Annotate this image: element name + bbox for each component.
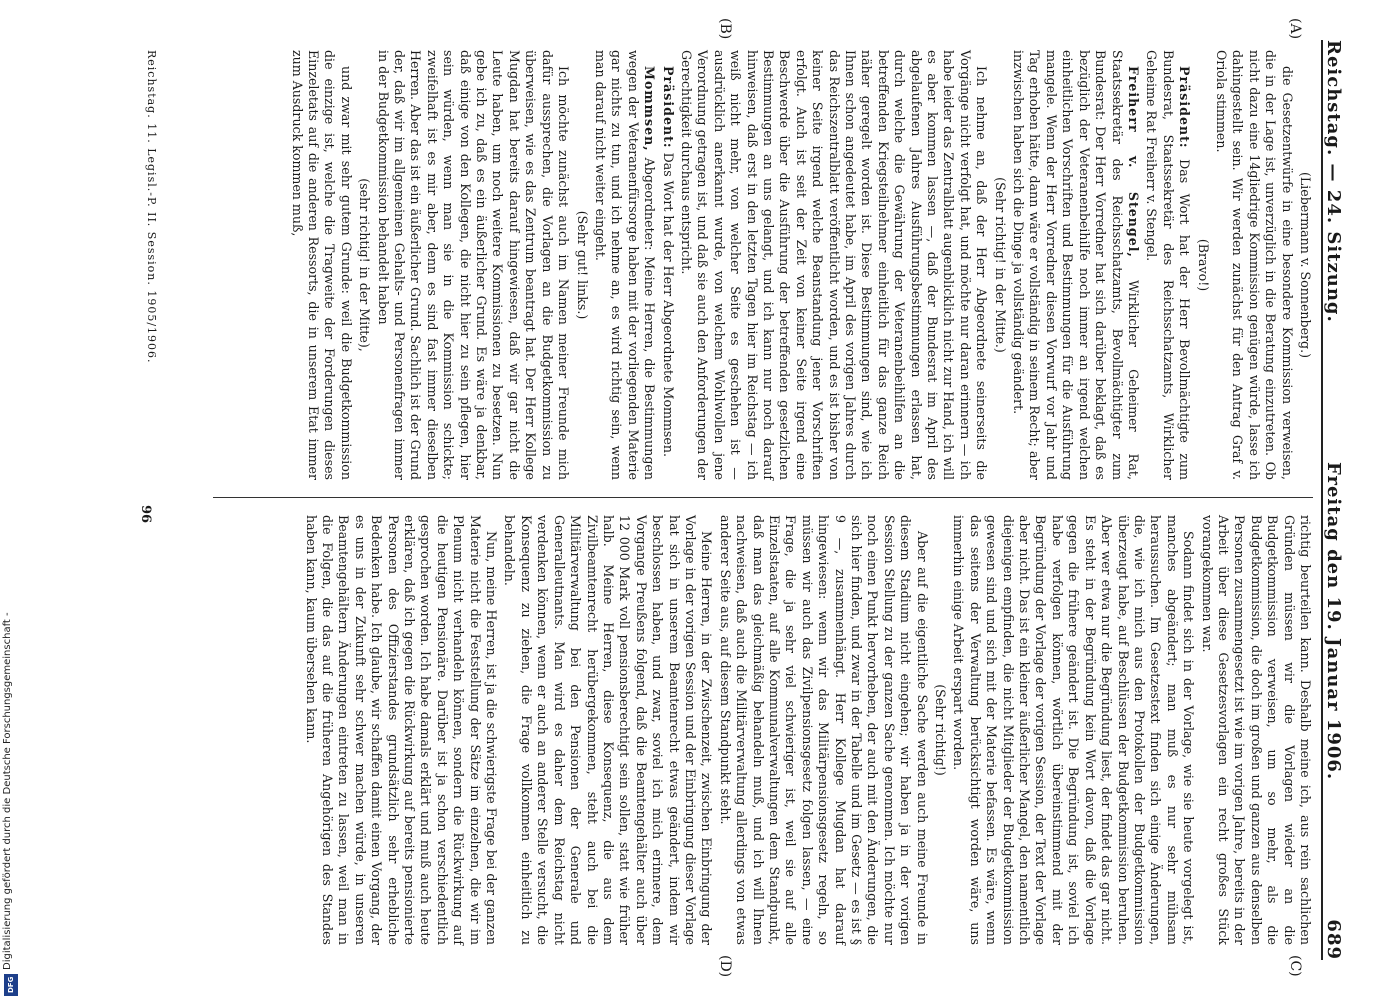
digitization-credit-text: Digitalisierung gefördert durch die Deutsche Forschungsgemeinschaft -	[2, 612, 13, 970]
speaker-name: Präsident:	[660, 66, 676, 149]
session-footer: Reichstag. 11. Legisl.-P. II. Session. 1905/1906.	[145, 50, 158, 364]
sheet-number: 96	[138, 505, 153, 524]
speaker-name: Mommsen,	[642, 66, 658, 152]
paragraph: Aber auf die eigentliche Sache werden auch meine Freunde in diesem Stadium nicht eingehen; wir haben ja in der vorigen Session Stellung zu der ganzen Sache genommen. Ich möchte nur noch einen Punkt hervorheben, der auch mit den Änderungen, die sich hier finden, und zwar in der Tabelle und im Gesetz — es ist § 9 —, zusammenhängt. Herr Kollege Mugdan hat darauf hingewiesen: wenn wir das Militärpensionsgesetz regeln, so müssen wir auch das Zivilpensionsgesetz folgen lassen, — eine Frage, die ja sehr viel schwieriger ist, weil sie auf alle Einzelstaaten, auf alle Kommunalverwaltungen dem Standpunkt, daß man das gleichmäßig behandeln muß, und ich will Ihnen nachweisen, daß auch die Militärverwaltung allerdings von etwas anderer Seite aus, auf diesem Standpunkt steht.	[717, 515, 930, 945]
paragraph	[659, 50, 675, 480]
paragraph	[1010, 50, 1141, 480]
speaker-name: Präsident:	[1177, 66, 1193, 149]
margin-letter-c: (C)	[1287, 955, 1303, 977]
paragraph: Ich nehme an, daß der Herr Abgeordnete seinerseits die Vorgänge nicht verfolgt hat, und möchte nur daran erinnern — ich habe leider das Zentralblatt augenblicklich nicht zur Hand, ich will es aber kommen lassen —, daß der Bundesrat im April des abgelaufenen Jahres Ausführungsbestimmungen erlassen hat, durch welche die Gewährung der Veteranenbeihilfen an die betreffenden Kriegsteilnehmer einheitlich für das ganze Reich näher geregelt worden ist. Diese Bestimmungen sind, wie ich Ihnen schon angedeutet habe, im April des vorigen Jahres durch das Reichszentralblatt veröffentlicht worden, und es ist bisher von keiner Seite irgend welche Beanstandung jener Vorschriften erfolgt. Auch ist seit der Zeit von keiner Seite irgend eine Beschwerde über die Ausführung der betreffenden gesetzlichen Bestimmungen an uns gelangt, und ich kann nur noch darauf hinweisen, daß erst in den letzten Tagen hier im Reichstag — ich weiß nicht mehr, von welcher Seite es geschehen ist — ausdrücklich anerkannt wurde, von welchem Wohlwollen jene Verordnung getragen ist, und daß sie auch den Anforderungen der Gerechtigkeit durchaus entspricht.	[678, 50, 990, 481]
paragraph-text: Abgeordneter: Meine Herren, die Bestimmungen wegen der Veteranenfürsorge haben mit der vorliegenden Materie gar nichts zu tun, und ich nehme an, es wird richtig sein, wenn man darauf nicht weiter eingeht.	[592, 50, 658, 480]
paragraph: und zwar mit sehr gutem Grunde: weil die Budgetkommission die einzige ist, welche die Tragweite der Forderungen dieses Einzeletats auf die anderen Ressorts, die in unserem Etat immer zum Ausdruck kommen muß,	[289, 50, 354, 480]
header-date: Freitag den 19. Januar 1906.	[1323, 462, 1344, 781]
paragraph: Meine Herren, in der Zwischenzeit, zwischen Einbringung der Vorlage in der vorigen Session und der Einbringung dieser Vorlage hat sich in unserem Beamtenrecht etwas geändert, indem wir beschlossen haben, und zwar, soviel ich mich erinnere, dem Vorgange Preußens folgend, daß die Beamtengehälter auch über 12 000 Mark voll pensionsberechtigt sein sollen, statt wie früher halb. Meine Herren, diese Konsequenz, die aus dem Zivilbeamtenrecht herübergekommen, steht auch bei die Militärverwaltung bei den Pensionen der Generale und Generalleutnants. Man wird es daher dem Reichstag nicht verdenken können, wenn er auch an anderer Stelle versucht, die Konsequenz zu ziehen, die Frage vollkommen einheitlich zu behandeln.	[502, 515, 715, 945]
margin-letter-d: (D)	[717, 955, 733, 978]
paragraph: die Gesetzentwürfe in eine besondere Kommission verweisen, die in der Lage ist, unverzüglich in die Beratung einzutreten. Ob nicht dazu eine 14gliedrige Kommission genügen würde, lasse ich dahingestellt sein. Wir werden zunächst für den Antrag Graf v. Oriola stimmen.	[1213, 50, 1295, 480]
interjection: (sehr richtig! in der Mitte),	[357, 178, 373, 352]
paragraph-text: Das Wort hat der Herr Bevollmächtigte zum Bundesrat, Staatssekretär des Reichsschatzamts, Wirklicher Geheime Rat Freiherr v. Stengel.	[1144, 50, 1193, 480]
header-left: Reichstag. — 24. Sitzung.	[1323, 40, 1344, 323]
page-header	[1321, 40, 1353, 960]
paragraph-text: Wirklicher Geheimer Rat, Staatssekretär des Reichsschatzamts, Bevollmächtigter zum Bundesrat: Der Herr Vorredner hat sich darüber beklagt, daß es bezüglich der Veteranenbeihilfe noch immer an irgend welchen einheitlichen Vorschriften und Bestimmungen für die Ausführung mangele. Wenn der Herr Vorredner diesen Vorwurf vor Jahr und Tag erhoben hätte, dann wäre er vollständig in seinem Recht; aber inzwischen haben sich die Dinge ja vollständig geändert.	[1011, 50, 1141, 480]
paragraph: Sodann findet sich in der Vorlage, wie sie heute vorgelegt ist, manches abgeändert; man muß es nur sehr mühsam heraussuchen. Im Gesetzestext finden sich einige Änderungen, die, wie ich mich aus den Protokollen der Budgetkommission überzeugt habe, auf Beschlüssen der Budgetkommission beruhen. Aber wer etwa nur die Begründung liest, der findet das gar nicht. Es steht in der Begründung kein Wort davon, daß die Vorlage gegen die frühere geändert ist. Die Begründung ist, soviel ich habe verfolgen können, wörtlich übereinstimmend mit der Begründung der Vorlage der vorigen Session, der Text der Vorlage aber nicht. Das ist ein kleiner äußerlicher Mangel, den namentlich diejenigen empfinden, die nicht Mitglieder der Budgetkommission gewesen sind und sich mit der Materie befassen. Es wäre, wenn das seitens der Verwaltung berücksichtigt worden wäre, uns immerhin einige Arbeit erspart worden.	[951, 515, 1197, 945]
margin-letter-b: (B)	[717, 18, 733, 40]
speaker-continuation: (Liebermann v. Sonnenberg.)	[1298, 171, 1313, 359]
scanned-page	[53, 0, 1383, 1000]
interjection: (Sehr richtig! in der Mitte.)	[992, 177, 1008, 353]
left-column	[286, 50, 1313, 480]
digitization-credit-strip	[0, 0, 22, 1000]
paragraph: Ich möchte zunächst auch im Namen meiner Freunde mich dafür aussprechen, die Vorlagen an die Budgetkommission zu überweisen, wie es das Zentrum beantragt hat. Der Herr Kollege Mugdan hat bereits darauf hingewiesen, daß wir gar nicht die Leute haben, um noch weitere Kommissionen zu besetzen. Nun gebe ich zu, daß es ein äußerlicher Grund. Es wäre ja denkbar, daß einige von den Kollegen, die nicht hier zu sein pflegen, hier sein würden, wenn man sie in die Kommission schickte; zweifelhaft ist es mir aber, denn es sind fast immer dieselben Herren. Aber das ist ein äußerlicher Grund. Sachlich ist der Grund der, daß wir im allgemeinen Gehalts- und Personenfragen immer in der Budgetkommission behandelt haben	[375, 50, 572, 480]
column-divider	[213, 497, 1313, 498]
paragraph: Nun, meine Herren, ist ja die schwierigste Frage bei der ganzen Materie nicht die Feststellung der Sätze im einzelnen, die wir im Plenum nicht verhandeln können, sondern die Rückwirkung auf die heutigen Pensionäre. Darüber ist ja schon verschiedentlich gesprochen worden. Ich habe damals erklärt und muß auch heute erklären, daß ich gegen die Rückwirkung auf bereits pensionierte Personen des Offizierstandes grundsätzlich sehr erhebliche Bedenken habe. Ich glaube, wir schaffen damit einen Vorgang, der es uns in der Zukunft sehr schwer machen würde, in unseren Beamtengehältern Änderungen eintreten zu lassen, weil man in die Folgen, die das auf die früheren Angehörigen des Standes haben kann, kaum übersehen kann.	[303, 515, 500, 945]
paragraph: richtig beurteilen kann. Deshalb meine ich, aus rein sachlichen Gründen müssen wir die Vorlagen wieder an die Budgetkommission verweisen, um so mehr, als die Budgetkommission, die doch im großen und ganzen aus denselben Personen zusammengesetzt ist wie im vorigen Jahre, bereits in der Arbeit über diese Gesetzesvorlagen ein recht großes Stück vorangekommen war.	[1199, 515, 1313, 945]
paragraph	[1143, 50, 1192, 480]
interjection: (Sehr gut! links.)	[574, 210, 590, 320]
paragraph	[592, 50, 658, 480]
interjection: (Bravo!)	[1195, 238, 1211, 292]
dfg-logo: DFG	[4, 974, 18, 996]
header-page-number: 689	[1323, 919, 1344, 960]
paragraph-text: Das Wort hat der Herr Abgeordnete Mommsen.	[660, 152, 676, 457]
interjection: (Sehr richtig!)	[933, 684, 949, 776]
speaker-name: Freiherr v. Stengel,	[1125, 66, 1141, 258]
right-column	[300, 515, 1313, 945]
margin-letter-a: (A)	[1287, 18, 1303, 40]
